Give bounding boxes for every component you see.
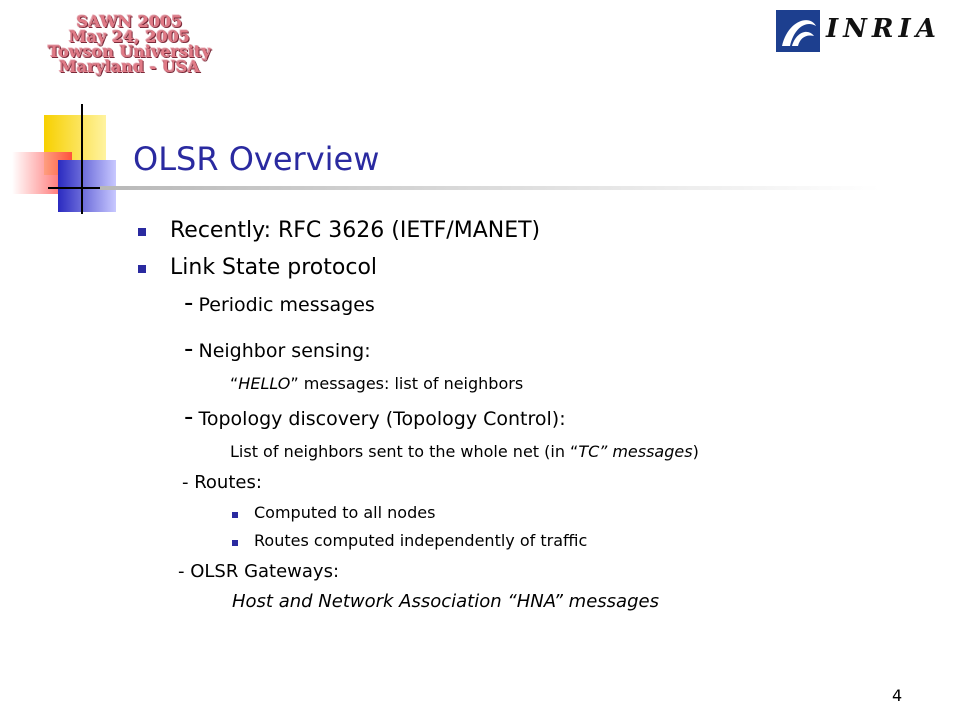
sub-item-routes: - Routes: (182, 472, 262, 493)
sub-item-periodic (184, 288, 375, 318)
quote: “ (230, 374, 239, 393)
decorative-squares (0, 100, 140, 230)
tc-term: TC” messages (578, 442, 693, 461)
routes-item: Routes computed independently of traffic (254, 531, 588, 550)
quote: ” (290, 374, 299, 393)
dash-marker: - (184, 402, 194, 432)
badge-line: SAWN 2005 (76, 12, 183, 31)
sub-item-neighbor (184, 334, 371, 364)
detail-hna: Host and Network Association “HNA” messages (232, 591, 659, 612)
slide-title: OLSR Overview (133, 140, 380, 178)
badge-line: Towson University (48, 42, 211, 61)
detail-hello (230, 374, 523, 393)
inria-logo-text: INRIA (826, 14, 941, 44)
bullet-text: Recently: RFC 3626 (IETF/MANET) (170, 218, 541, 243)
hello-term: HELLO (238, 374, 291, 393)
detail-text: ) (692, 442, 699, 461)
bullet-square-icon (138, 228, 146, 236)
sub-item-text: Topology discovery (Topology Control): (198, 408, 566, 430)
bullet-square-icon (232, 512, 238, 518)
bullet-text: Link State protocol (170, 255, 378, 280)
page-number: 4 (892, 686, 903, 705)
dash-marker: - (184, 288, 194, 318)
routes-item: Computed to all nodes (254, 503, 436, 522)
sub-item-text: Periodic messages (198, 294, 375, 316)
bullet-square-icon (232, 540, 238, 546)
conference-badge (22, 14, 237, 74)
badge-line: May 24, 2005 (69, 27, 190, 46)
sub-item-topology (184, 402, 566, 432)
bullet-square-icon (138, 265, 146, 273)
detail-text: List of neighbors sent to the whole net (in “ (230, 442, 579, 461)
detail-text: messages: list of neighbors (298, 374, 524, 393)
title-underline (100, 186, 880, 190)
detail-tc (230, 442, 699, 461)
badge-line: Maryland - USA (59, 57, 200, 76)
sub-item-gateways: - OLSR Gateways: (178, 561, 340, 582)
dash-marker: - (184, 334, 194, 364)
sub-item-text: Neighbor sensing: (198, 340, 371, 362)
